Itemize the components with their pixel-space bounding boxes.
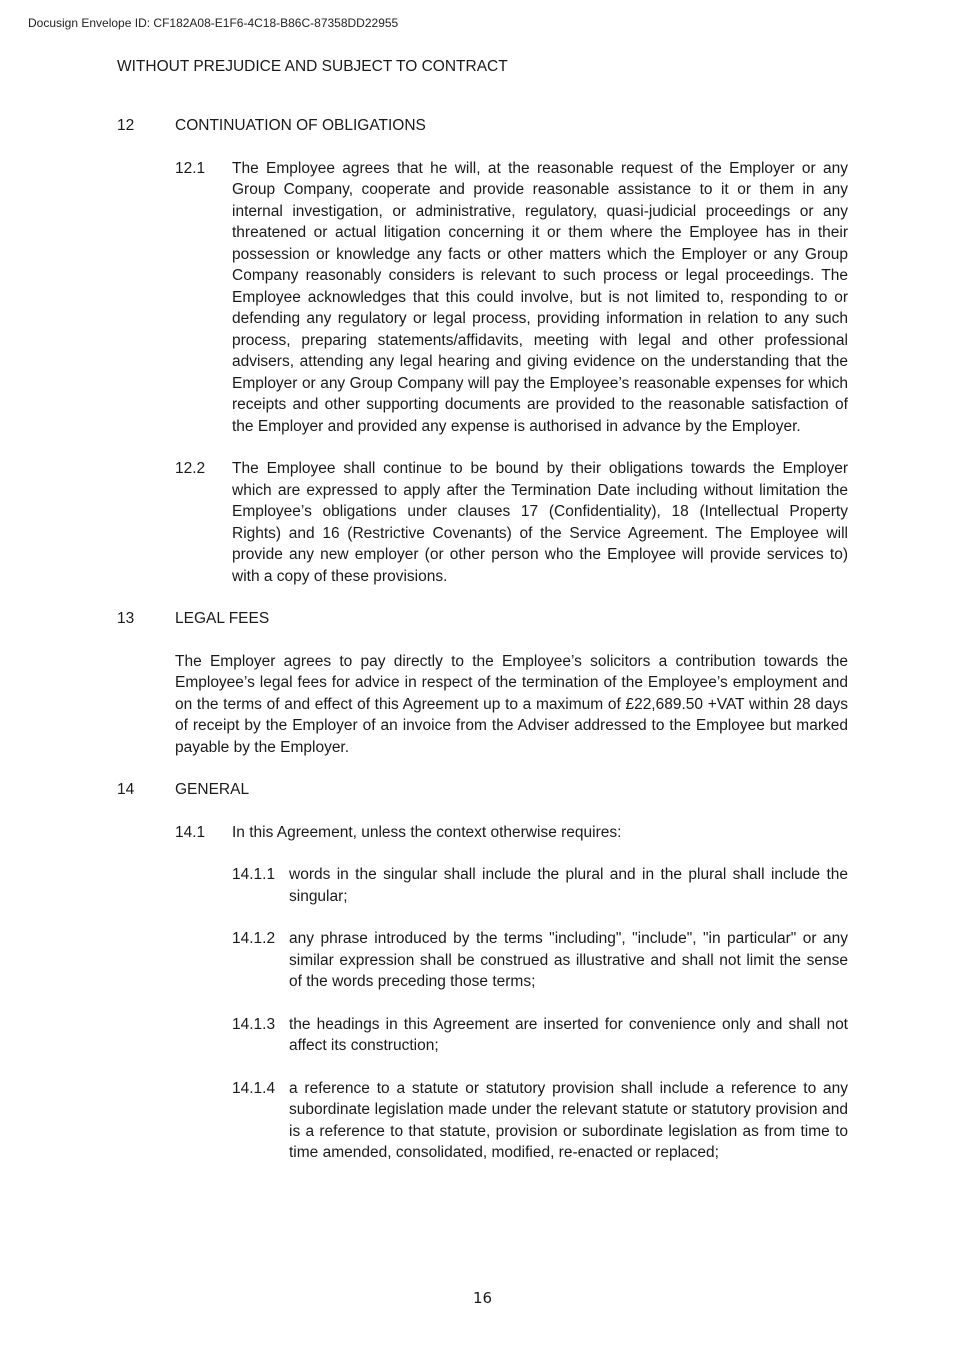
subclause-number: 14.1.1 xyxy=(232,866,276,883)
section-title: CONTINUATION OF OBLIGATIONS xyxy=(175,117,426,134)
subclause-text: a reference to a statute or statutory provision shall include a reference to any subordinate legislation made under the relevant statute or statutory provision and is a reference to that statute, provision or subordinate legislation as from time to time amended, consolidated, modified, re-enacted or replaced; xyxy=(289,1079,848,1161)
section-title: GENERAL xyxy=(175,781,250,798)
clause-12-2 xyxy=(175,458,848,587)
subclause-14-1-3 xyxy=(232,1014,848,1057)
subclause-text: the headings in this Agreement are inserted for convenience only and shall not affect its construction; xyxy=(289,1015,848,1054)
section-12-heading xyxy=(117,115,848,137)
subclause-text: any phrase introduced by the terms "including", "include", "in particular" or any similar expression shall be construed as illustrative and shall not limit the sense of the words preceding those terms; xyxy=(289,930,848,990)
section-number: 12 xyxy=(117,117,135,134)
section-number: 13 xyxy=(117,610,135,627)
clause-14-1 xyxy=(175,822,848,844)
clause-number: 14.1 xyxy=(175,823,206,841)
subclause-number: 14.1.2 xyxy=(232,930,276,947)
clause-number: 12.2 xyxy=(175,460,206,477)
subclause-text: words in the singular shall include the plural and in the plural shall include the singular; xyxy=(289,866,848,905)
section-number: 14 xyxy=(117,781,135,798)
subclause-14-1-1 xyxy=(232,864,848,907)
section-title: LEGAL FEES xyxy=(175,610,270,627)
subclause-14-1-4 xyxy=(232,1078,848,1164)
document-body xyxy=(117,115,848,1164)
clause-number: 12.1 xyxy=(175,159,206,177)
section-13-text: The Employer agrees to pay directly to the Employee’s solicitors a contribution towards the Employee’s legal fees for advice in respect of the termination of the Employee’s employment and on the terms of and effect of this Agreement up to a maximum of £22,689.50 +VAT within 28 days of receipt by the Employer of an invoice from the Adviser addressed to the Employee but marked payable by the Employer. xyxy=(175,652,848,756)
clause-text: In this Agreement, unless the context otherwise requires: xyxy=(232,823,622,841)
subclause-number: 14.1.4 xyxy=(232,1079,276,1097)
clause-text: The Employee shall continue to be bound by their obligations towards the Employer which are expressed to apply after the Termination Date including without limitation the Employee’s obligations under clauses 17 (Confidentiality), 18 (Intellectual Property Rights) and 16 (Restrictive Covenants) of the Service Agreement. The Employee will provide any new employer (or other person who the Employee will provide services to) with a copy of these provisions. xyxy=(232,460,848,585)
clause-text: The Employee agrees that he will, at the reasonable request of the Employer or any Group Company, cooperate and provide reasonable assistance to it or them in any internal investigation, or administrative, regulatory, quasi-judicial proceedings or any threatened or actual litigation concerning it or them where the Employee has in their possession or knowledge any facts or other matters which the Employer or any Group Company reasonably considers is relevant to such process or legal proceedings. The Employee acknowledges that this could involve, but is not limited to, responding to or defending any regulatory or legal process, providing information in relation to any such process, preparing statements/affidavits, meeting with legal and other professional advisers, attending any legal hearing and giving evidence on the understanding that the Employer or any Group Company will pay the Employee’s reasonable expenses for which receipts and other supporting documents are provided to the reasonable satisfaction of the Employer and provided any expense is authorised in advance by the Employer. xyxy=(232,159,848,435)
subclause-number: 14.1.3 xyxy=(232,1015,276,1033)
section-14-heading xyxy=(117,779,848,801)
clause-12-1 xyxy=(175,158,848,438)
page-number: 16 xyxy=(472,1289,493,1307)
envelope-id: Docusign Envelope ID: CF182A08-E1F6-4C18-B86C-87358DD22955 xyxy=(28,16,399,30)
section-13-heading xyxy=(117,608,848,630)
document-marking: WITHOUT PREJUDICE AND SUBJECT TO CONTRACT xyxy=(117,58,508,75)
subclause-14-1-2 xyxy=(232,928,848,993)
